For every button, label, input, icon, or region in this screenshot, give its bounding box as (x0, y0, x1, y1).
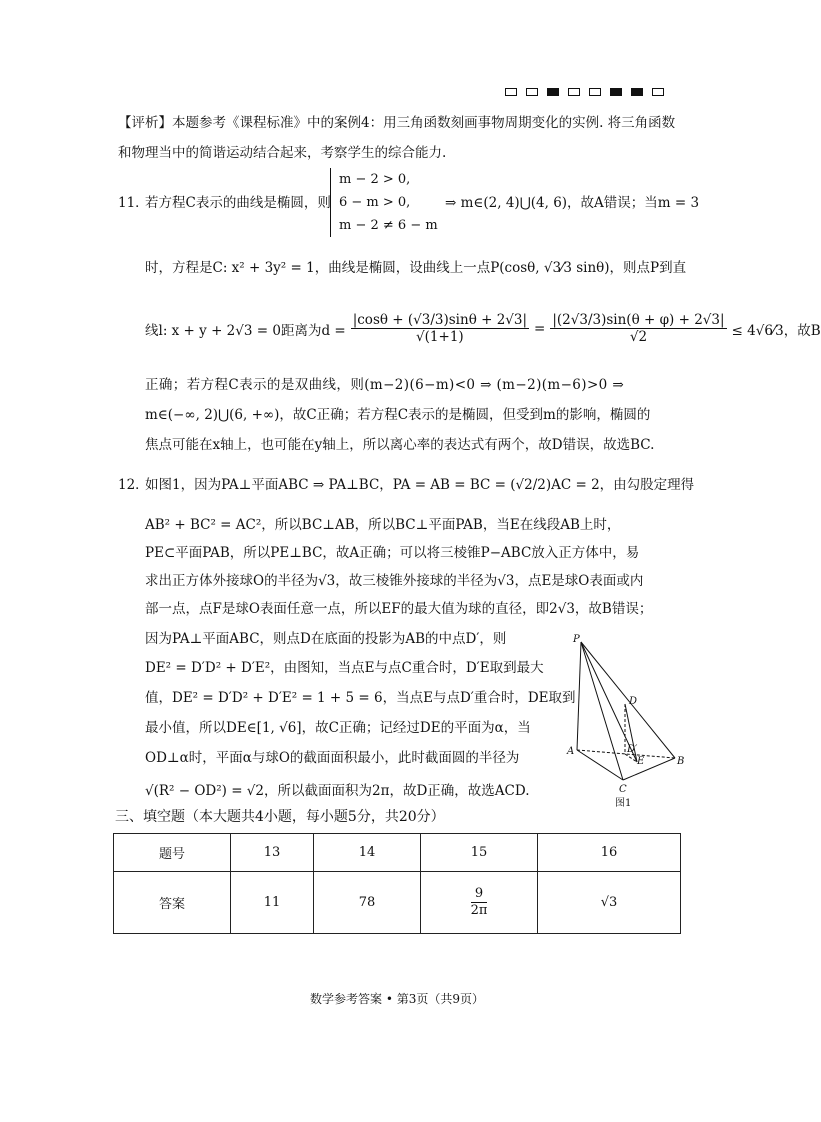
q11-line2: 时，方程是C: x² + 3y² = 1，曲线是椭圆，设曲线上一点P(cosθ, √3⁄3 sinθ)，则点P到直 (145, 260, 687, 276)
distance-fraction-2 (550, 312, 726, 345)
q12-line9: 最小值，所以DE∈[1, √6]，故C正确；记经过DE的平面为α，当 (145, 720, 531, 736)
table-cell: 16 (538, 834, 681, 872)
q12-line10: OD⊥α时，平面α与球O的截面面积最小，此时截面圆的半径为 (145, 750, 520, 766)
figure-1-tetrahedron (565, 630, 695, 810)
edge-cb (623, 758, 675, 780)
label-p: P (573, 634, 580, 645)
section-3-heading: 三、填空题（本大题共4小题，每小题5分，共20分） (115, 809, 445, 825)
q12-line2: AB² + BC² = AC²，所以BC⊥AB，所以BC⊥平面PAB，当E在线段AB上时， (145, 517, 621, 533)
q12-line11: √(R² − OD²) = √2，所以截面面积为2π，故D正确，故选ACD. (145, 783, 530, 799)
q12-line1: 如图1，因为PA⊥平面ABC ⇒ PA⊥BC，PA = AB = BC = (√2/2)AC = 2，由勾股定理得 (145, 477, 695, 493)
table-header-label: 题号 (114, 834, 231, 872)
header-mark-fill (631, 88, 643, 96)
q12-line8: 值，DE² = D′D² + D′E² = 1 + 5 = 6，当点E与点D′重合时，DE取到 (145, 690, 576, 706)
fraction-numerator: 9 (471, 886, 488, 903)
q11-system-line: m − 2 ≠ 6 − m (339, 218, 438, 233)
q12-line3: PE⊂平面PAB，所以PE⊥BC，故A正确；可以将三棱锥P−ABC放入正方体中，易 (145, 545, 640, 561)
equals-sign: = (534, 320, 546, 337)
edge-ab (577, 750, 675, 758)
page-footer: 数学参考答案 • 第3页（共9页） (310, 992, 484, 1006)
q11-line3-suffix: ≤ 4√6⁄3，故B (731, 322, 821, 339)
q11-line6: 焦点可能在x轴上，也可能在y轴上，所以离心率的表达式有两个，故D错误，故选BC. (145, 437, 655, 453)
distance-fraction (351, 312, 529, 345)
label-dprime: D′ (627, 744, 638, 755)
fraction-denominator: √(1+1) (416, 329, 464, 345)
table-row (114, 872, 681, 934)
q11-line3 (145, 312, 821, 345)
figure-caption: 图1 (615, 798, 632, 809)
header-marks (505, 88, 664, 96)
fraction-denominator: √2 (629, 329, 648, 345)
label-c: C (619, 784, 627, 795)
q11-system-line: m − 2 > 0, (339, 172, 411, 187)
header-mark-fill (547, 88, 559, 96)
answer-fraction (471, 886, 488, 919)
label-d: D (629, 696, 638, 707)
fraction-denominator: 2π (470, 903, 488, 918)
edge-pc (581, 642, 623, 780)
header-mark-open-left (652, 88, 664, 96)
header-mark-open-right (589, 88, 601, 96)
q12-line4: 求出正方体外接球O的半径为√3，故三棱锥外接球的半径为√3，点E是球O表面或内 (145, 573, 644, 589)
table-cell (421, 872, 538, 934)
answer-table (113, 833, 681, 934)
edge-pa (577, 642, 581, 750)
table-cell: 14 (314, 834, 421, 872)
table-cell: √3 (538, 872, 681, 934)
table-row (114, 834, 681, 872)
fraction-numerator: |(2√3/3)sin(θ + φ) + 2√3| (552, 312, 725, 328)
table-answer-label: 答案 (114, 872, 231, 934)
label-a: A (567, 746, 575, 757)
q11-line5: m∈(−∞, 2)⋃(6, +∞)，故C正确；若方程C表示的是椭圆，但受到m的影响，椭圆的 (145, 407, 651, 423)
label-b: B (677, 756, 685, 767)
q11-line4: 正确；若方程C表示的是双曲线，则(m−2)(6−m)<0 ⇒ (m−2)(m−6)>0 ⇒ (145, 377, 625, 393)
header-mark-fill (610, 88, 622, 96)
q11-system (330, 168, 438, 237)
header-mark-open-right (505, 88, 517, 96)
edge-pb (581, 642, 675, 758)
table-cell: 11 (231, 872, 314, 934)
q12-line6: 因为PA⊥平面ABC，则点D在底面的投影为AB的中点D′，则 (145, 631, 507, 647)
label-e: E (637, 756, 645, 767)
fraction-numerator: |cosθ + (√3/3)sinθ + 2√3| (352, 312, 528, 328)
header-mark-open-right (568, 88, 580, 96)
q11-number: 11． (118, 195, 149, 211)
q12-line7: DE² = D′D² + D′E²，由图知，当点E与点C重合时，D′E取到最大 (145, 660, 544, 676)
q11-after-system: ⇒ m∈(2, 4)⋃(4, 6)，故A错误；当m = 3 (445, 195, 700, 211)
q11-intro: 若方程C表示的曲线是椭圆，则 (145, 195, 331, 211)
commentary: 【评析】本题参考《课程标准》中的案例4：用三角函数刻画事物周期变化的实例. 将三角函数和物理当中的简谐运动结合起来，考察学生的综合能力. (118, 115, 676, 161)
q12-line5: 部一点，点F是球O表面任意一点，所以EF的最大值为球的直径，即2√3，故B错误； (145, 601, 653, 617)
q11-system-line: 6 − m > 0, (339, 195, 411, 210)
edge-ac (577, 750, 623, 780)
header-mark-open-left (526, 88, 538, 96)
table-cell: 78 (314, 872, 421, 934)
table-cell: 15 (421, 834, 538, 872)
q11-line3-prefix: 线l: x + y + 2√3 = 0距离为d = (145, 322, 346, 339)
q12-number: 12． (118, 477, 149, 493)
table-cell: 13 (231, 834, 314, 872)
